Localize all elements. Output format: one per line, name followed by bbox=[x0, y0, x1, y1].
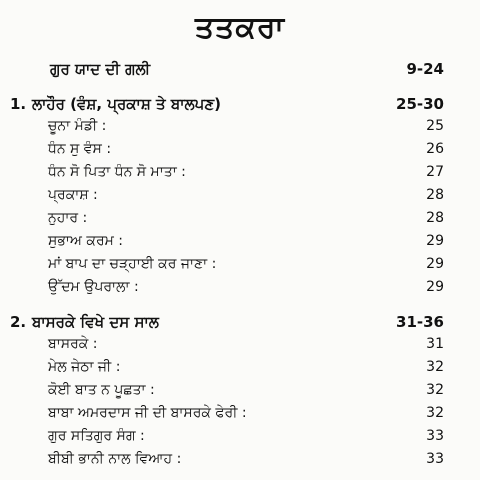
entry-label: ਚੂਨਾ ਮੰਡੀ : bbox=[48, 118, 107, 134]
section-heading-row bbox=[0, 95, 480, 117]
toc-entry bbox=[0, 405, 480, 427]
page-title: ਤਤਕਰਾ bbox=[194, 10, 286, 45]
entry-label: ਨੁਹਾਰ : bbox=[48, 210, 88, 226]
section-pages: 25-30 bbox=[396, 95, 444, 113]
entry-label: ਗੁਰ ਸਤਿਗੁਰ ਸੰਗ : bbox=[48, 428, 145, 444]
intro-pages: 9-24 bbox=[406, 60, 444, 78]
entry-label: ਕੋਈ ਬਾਤ ਨ ਪੂਛਤਾ : bbox=[48, 382, 155, 398]
section-number: 1. bbox=[10, 95, 27, 113]
entry-label: ਉੱਦਮ ਉਪਰਾਲਾ : bbox=[48, 279, 139, 295]
entry-label: ਧੰਨ ਸੁ ਵੰਸ : bbox=[48, 141, 112, 157]
entry-page: 32 bbox=[426, 382, 444, 398]
section-pages: 31-36 bbox=[396, 313, 444, 331]
entry-page: 32 bbox=[426, 405, 444, 421]
toc-entry bbox=[0, 233, 480, 255]
section-heading-row bbox=[0, 313, 480, 335]
toc-entry bbox=[0, 336, 480, 358]
entry-label: ਪ੍ਰਕਾਸ਼ : bbox=[48, 187, 98, 203]
toc-intro-row bbox=[0, 60, 480, 82]
entry-page: 29 bbox=[426, 279, 444, 295]
entry-label: ਬੀਬੀ ਭਾਨੀ ਨਾਲ ਵਿਆਹ : bbox=[48, 451, 182, 467]
toc-entry bbox=[0, 256, 480, 278]
entry-page: 31 bbox=[426, 336, 444, 352]
toc-entry bbox=[0, 118, 480, 140]
intro-label: ਗੁਰ ਯਾਦ ਦੀ ਗਲੀ bbox=[50, 60, 151, 78]
entry-page: 33 bbox=[426, 451, 444, 467]
toc-entry bbox=[0, 428, 480, 450]
entry-page: 26 bbox=[426, 141, 444, 157]
entry-page: 33 bbox=[426, 428, 444, 444]
entry-page: 27 bbox=[426, 164, 444, 180]
toc-entry bbox=[0, 210, 480, 232]
entry-label: ਬਾਸਰਕੇ : bbox=[48, 336, 98, 352]
section-number: 2. bbox=[10, 313, 27, 331]
toc-entry bbox=[0, 451, 480, 473]
entry-page: 29 bbox=[426, 256, 444, 272]
entry-page: 28 bbox=[426, 210, 444, 226]
entry-label: ਬਾਬਾ ਅਮਰਦਾਸ ਜੀ ਦੀ ਬਾਸਰਕੇ ਫੇਰੀ : bbox=[48, 405, 247, 421]
toc-entry bbox=[0, 141, 480, 163]
entry-page: 28 bbox=[426, 187, 444, 203]
entry-label: ਮੇਲ ਜੇਠਾ ਜੀ : bbox=[48, 359, 121, 375]
section-heading: ਬਾਸਰਕੇ ਵਿਖੇ ਦਸ ਸਾਲ bbox=[32, 313, 159, 331]
entry-page: 29 bbox=[426, 233, 444, 249]
entry-label: ਧੰਨ ਸੋ ਪਿਤਾ ਧੰਨ ਸੋ ਮਾਤਾ : bbox=[48, 164, 186, 180]
section-heading: ਲਾਹੌਰ (ਵੰਸ਼, ਪ੍ਰਕਾਸ਼ ਤੇ ਬਾਲਪਣ) bbox=[32, 95, 221, 113]
toc-entry bbox=[0, 164, 480, 186]
toc-entry bbox=[0, 279, 480, 301]
toc-entry bbox=[0, 187, 480, 209]
toc-entry bbox=[0, 382, 480, 404]
entry-page: 32 bbox=[426, 359, 444, 375]
toc-entry bbox=[0, 359, 480, 381]
entry-label: ਸੁਭਾਅ ਕਰਮ : bbox=[48, 233, 124, 249]
entry-page: 25 bbox=[426, 118, 444, 134]
entry-label: ਮਾਂ ਬਾਪ ਦਾ ਚੜ੍ਹਾਈ ਕਰ ਜਾਣਾ : bbox=[48, 256, 217, 272]
